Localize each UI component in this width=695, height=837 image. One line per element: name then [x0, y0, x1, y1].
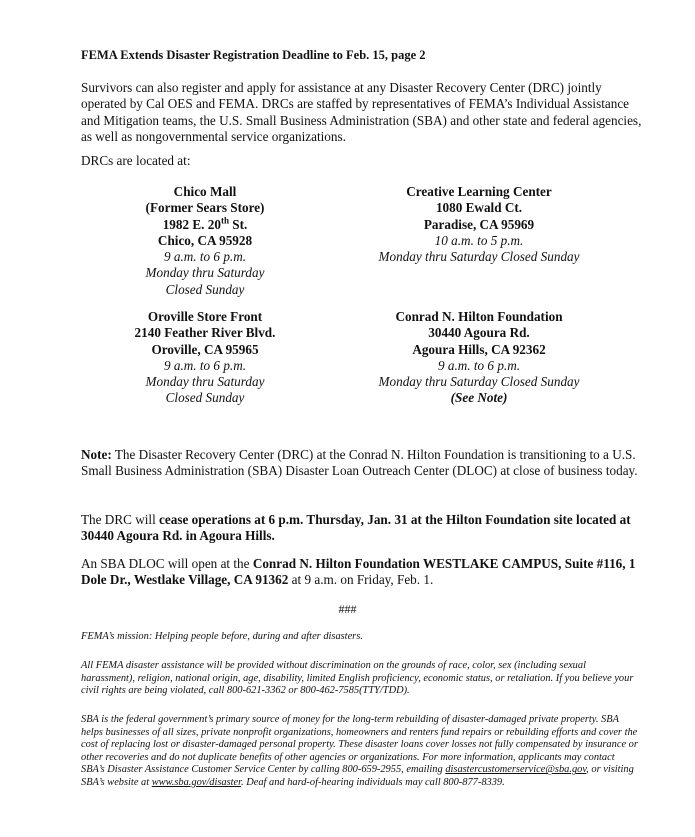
center-city: Agoura Hills, CA 92362	[412, 341, 546, 357]
center-hours: 9 a.m. to 6 p.m.	[163, 249, 247, 265]
located-label: DRCs are located at:	[81, 153, 191, 168]
center-hours: 10 a.m. to 5 p.m.	[434, 232, 524, 248]
end-marker: ###	[338, 602, 357, 616]
dloc-paragraph: An SBA DLOC will open at the Conrad N. Hilton Foundation WESTLAKE CAMPUS, Suite #116, 1 Dole Dr., Westlake Village, CA 91362 at 9 a.m. on Friday, Feb. 1.	[81, 556, 636, 588]
center-closed: Closed Sunday	[165, 281, 245, 297]
center-closed: Closed Sunday	[165, 390, 245, 406]
sba-email-link[interactable]: disastercustomerservice@sba.gov	[445, 764, 587, 776]
note-text: The Disaster Recovery Center (DRC) at the Conrad N. Hilton Foundation is transitioning to a U.S. Small Business Administration (SBA) Disaster Loan Outreach Center (DLOC) at close of business today.	[81, 447, 638, 479]
note-label: Note:	[81, 447, 112, 462]
center-name: Chico Mall	[173, 184, 237, 199]
fema-mission: FEMA’s mission: Helping people before, during and after disasters.	[81, 631, 363, 642]
center-chico-mall	[65, 184, 345, 298]
sba-statement: SBA is the federal government’s primary source of money for the long-term rebuilding of disaster-damaged private property. SBA helps businesses of all sizes, private nonprofit organizations, homeowners and renters fund repairs or rebuilding efforts and cover the cost of replacing lost or disaster-damaged personal property. These disaster loans cover losses not fully compensated by insurance or other recoveries and do not duplicate benefits of other agencies or organizations. For more information, applicants may contact SBA’s Disaster Assistance Customer Service Center by calling 800-659-2955, emailing disastercustomerservice@sba.gov, or visiting SBA’s website at www.sba.gov/disaster. Deaf and hard-of-hearing individuals may call 800-877-8339.	[81, 714, 638, 788]
center-subtitle: (Former Sears Store)	[145, 200, 265, 216]
center-hilton-foundation	[339, 309, 619, 407]
page-heading: FEMA Extends Disaster Registration Deadline to Feb. 15, page 2	[81, 48, 426, 62]
center-hours: 9 a.m. to 6 p.m.	[163, 357, 247, 373]
center-days: Monday thru Saturday	[145, 374, 265, 390]
intro-paragraph: Survivors can also register and apply for assistance at any Disaster Recovery Center (DRC) jointly operated by Cal OES and FEMA. DRCs are staffed by representatives of FEMA’s Individual Assistance and Mitigation teams, the U.S. Small Business Administration (SBA) and other state and federal agencies, as well as nongovernmental service organizations.	[81, 80, 642, 144]
center-days: Monday thru Saturday Closed Sunday	[378, 374, 580, 390]
center-see-note: (See Note)	[450, 390, 508, 406]
center-days: Monday thru Saturday Closed Sunday	[378, 249, 580, 265]
cease-paragraph: The DRC will cease operations at 6 p.m. Thursday, Jan. 31 at the Hilton Foundation site located at 30440 Agoura Rd. in Agoura Hills.	[81, 512, 631, 544]
center-street: 1080 Ewald Ct.	[435, 200, 523, 216]
center-street: 2140 Feather River Blvd.	[134, 325, 276, 341]
center-name: Creative Learning Center	[406, 184, 552, 199]
center-creative-learning	[339, 184, 619, 265]
center-name: Conrad N. Hilton Foundation	[395, 309, 563, 324]
center-city: Paradise, CA 95969	[423, 216, 535, 232]
note-paragraph	[81, 447, 641, 480]
center-city: Oroville, CA 95965	[151, 341, 259, 357]
center-oroville	[65, 309, 345, 407]
sba-website-link[interactable]: www.sba.gov/disaster	[151, 776, 242, 788]
center-street: 1982 E. 20th St.	[162, 215, 248, 232]
center-name: Oroville Store Front	[147, 309, 263, 324]
center-street: 30440 Agoura Rd.	[428, 325, 530, 341]
center-hours: 9 a.m. to 6 p.m.	[437, 357, 521, 373]
nondiscrimination-statement: All FEMA disaster assistance will be provided without discrimination on the grounds of race, color, sex (including sexual harassment), religion, national origin, age, disability, limited English proficiency, economic status, or retaliation. If you believe your civil rights are being violated, call 800-621-3362 or 800-462-7585(TTY/TDD).	[81, 660, 634, 697]
center-days: Monday thru Saturday	[145, 265, 265, 281]
center-city: Chico, CA 95928	[157, 232, 253, 248]
